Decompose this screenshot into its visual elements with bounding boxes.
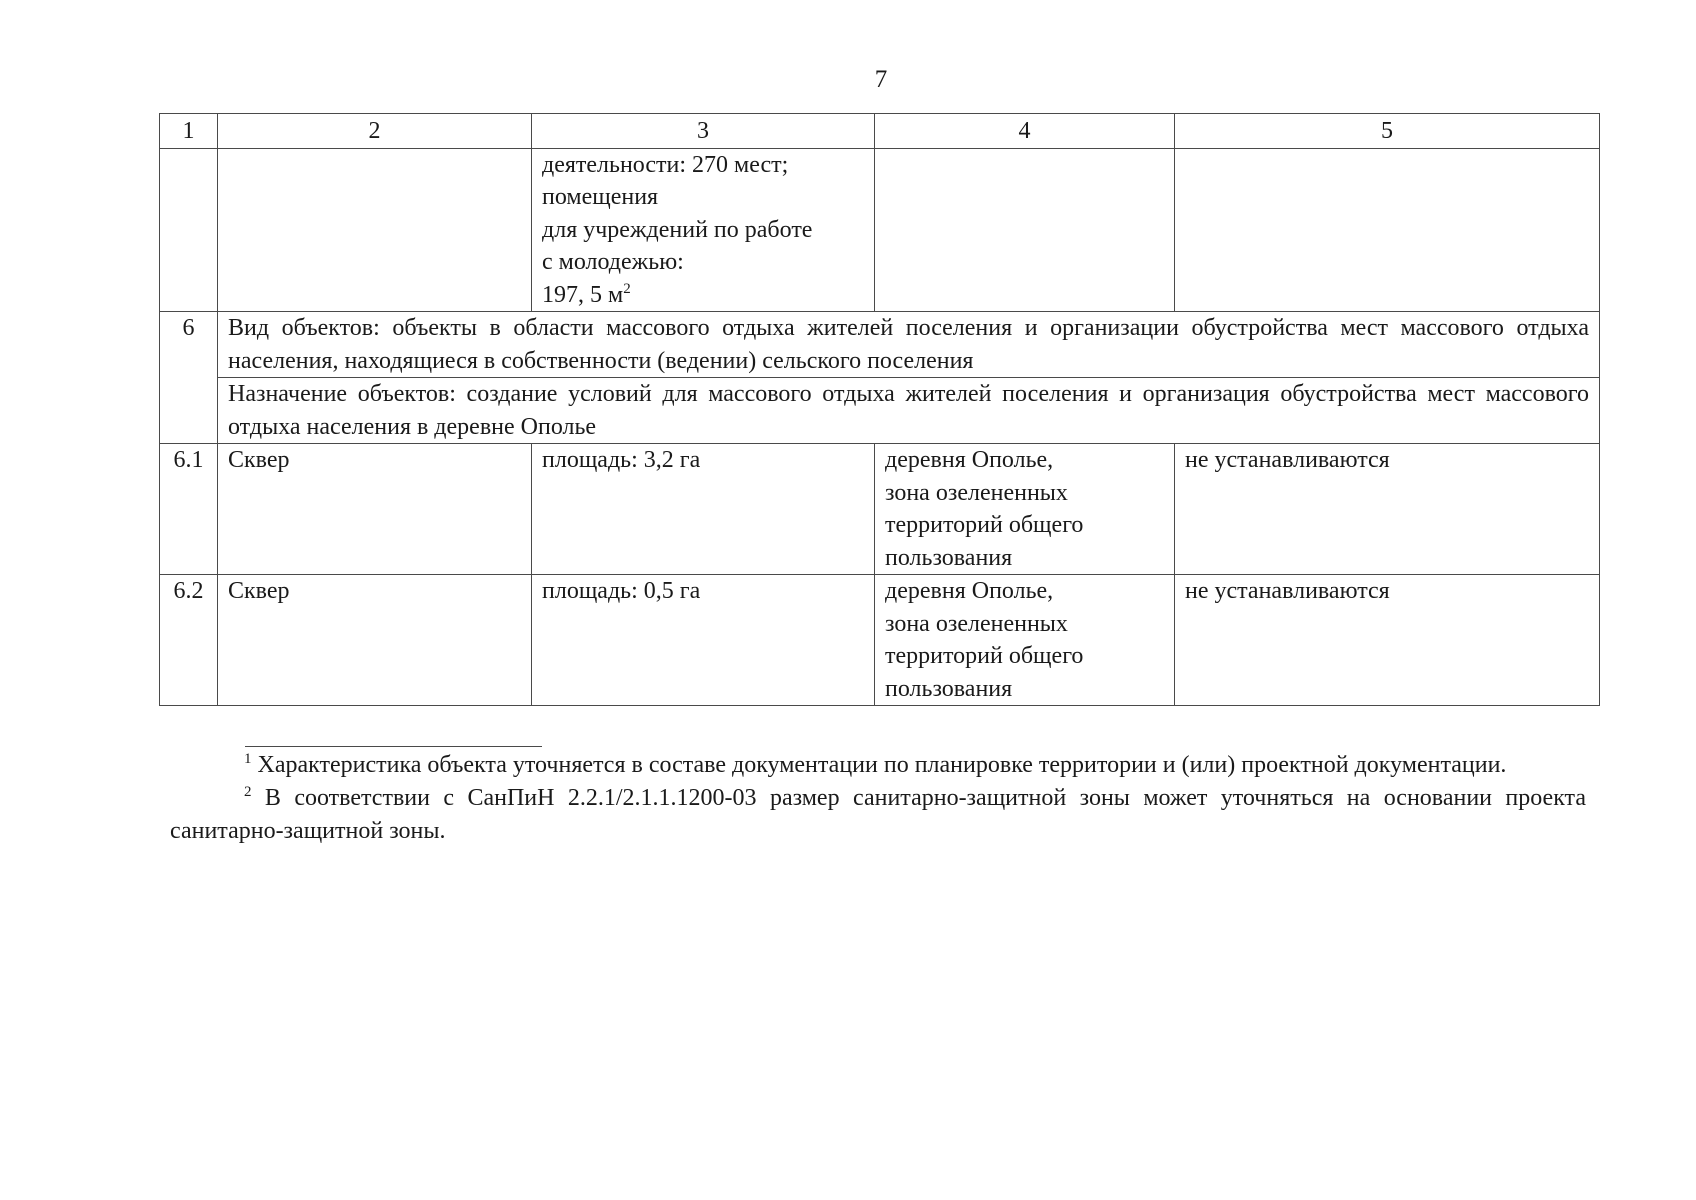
section-purpose: Назначение объектов: создание условий для массового отдыха жителей поселения и организация обустройства мест массового отдыха населения в деревне Ополье [218, 378, 1600, 444]
line: для учреждений по работе [542, 216, 813, 243]
line: пользования [885, 675, 1013, 702]
column-number-3: 3 [532, 114, 875, 149]
object-zones: не устанавливаются [1175, 575, 1600, 706]
cell-empty [875, 148, 1175, 312]
line: с молодежью: [542, 249, 684, 275]
table-row [160, 444, 1600, 575]
table-row [160, 575, 1600, 706]
row-number: 6.1 [160, 444, 218, 575]
object-characteristic: площадь: 0,5 га [532, 575, 875, 706]
column-number-5: 5 [1175, 114, 1600, 149]
line: деревня Ополье, [885, 578, 1054, 604]
footnote-divider [245, 746, 542, 747]
object-characteristic: площадь: 3,2 га [532, 444, 875, 575]
line: деятельности: 270 мест; [542, 151, 789, 178]
column-number-4: 4 [875, 114, 1175, 149]
table-row-section-6-kind [160, 312, 1600, 378]
footnote [170, 749, 1586, 782]
line: зона озелененных [885, 479, 1068, 506]
cell-characteristic [532, 148, 875, 312]
cell-empty [160, 148, 218, 312]
superscript: 2 [623, 280, 631, 297]
cell-empty [218, 148, 532, 312]
object-location [875, 575, 1175, 706]
page-number: 7 [874, 66, 888, 93]
line: зона озелененных [885, 610, 1068, 637]
object-name: Сквер [218, 575, 532, 706]
column-number-1: 1 [160, 114, 218, 149]
object-zones: не устанавливаются [1175, 444, 1600, 575]
cell-empty [1175, 148, 1600, 312]
row-number: 6.2 [160, 575, 218, 706]
footnote-text: Характеристика объекта уточняется в составе документации по планировке территории и (или) проектной документации. [257, 752, 1507, 778]
section-kind: Вид объектов: объекты в области массового отдыха жителей поселения и организации обустройства мест массового отдыха населения, находящиеся в собственности (ведении) сельского поселения [218, 312, 1600, 378]
footnote-mark: 1 [244, 751, 252, 767]
table-row-section-6-purpose [160, 378, 1600, 444]
footnote [170, 782, 1586, 848]
object-location [875, 444, 1175, 575]
footnotes [170, 749, 1586, 848]
section-number: 6 [160, 312, 218, 444]
objects-table [159, 113, 1600, 706]
column-number-2: 2 [218, 114, 532, 149]
footnote-mark: 2 [244, 784, 252, 800]
table-header-row [160, 114, 1600, 149]
object-name: Сквер [218, 444, 532, 575]
line: территорий общего [885, 512, 1084, 538]
line: территорий общего [885, 643, 1084, 669]
line: помещения [542, 184, 659, 210]
line: деревня Ополье, [885, 447, 1054, 473]
line: 197, 5 м [542, 281, 624, 308]
table-row-continuation [160, 148, 1600, 312]
line: пользования [885, 544, 1013, 571]
footnote-text: В соответствии с СанПиН 2.2.1/2.1.1.1200-03 размер санитарно-защитной зоны может уточняться на основании проекта санитарно-защитной зоны. [170, 785, 1586, 844]
